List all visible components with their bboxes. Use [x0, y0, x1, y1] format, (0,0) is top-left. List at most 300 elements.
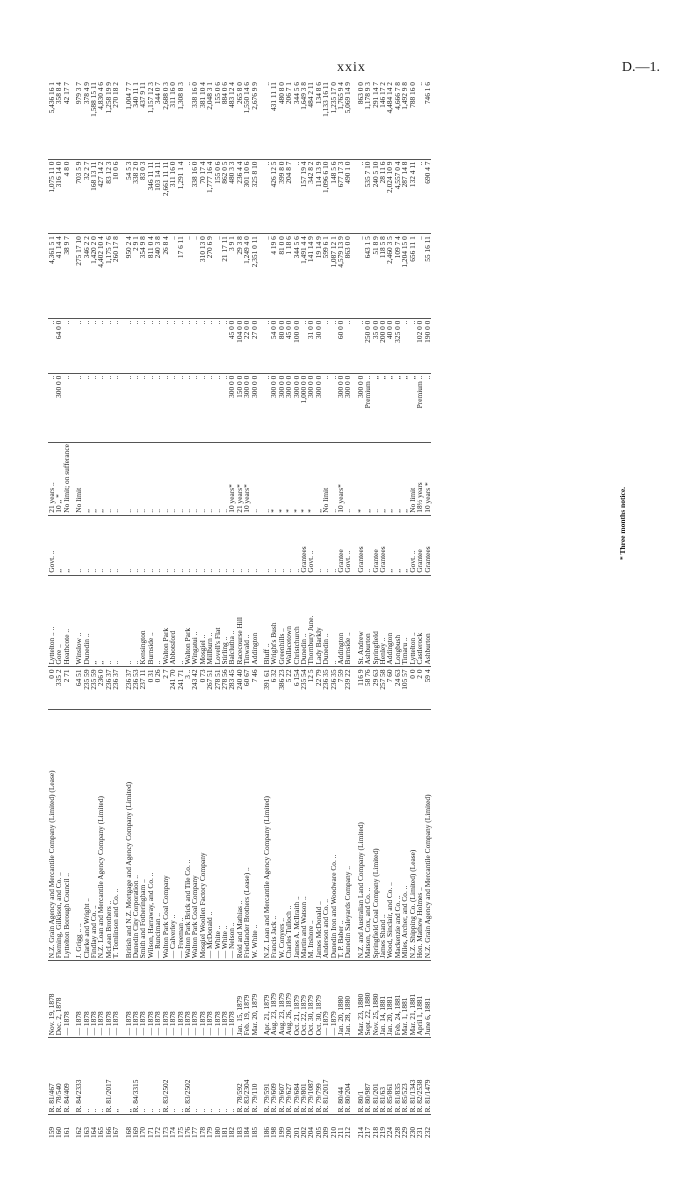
term-cell: *	[357, 443, 364, 515]
lessee-name-cell: Martin and Watson ..	[300, 710, 307, 961]
area-cell: 24 63	[394, 667, 401, 710]
document-reference: D.—1.	[621, 60, 660, 75]
entry-number-cell: 200	[284, 1126, 294, 1138]
term-cell: ..	[330, 443, 337, 515]
total-cell: 788 16 0	[409, 80, 416, 159]
authority-cell: Grantee	[337, 515, 344, 575]
entry-number-cell: 160	[54, 1126, 64, 1138]
lessee-name-cell: N.Z. Shipping Co. (Limited) (Lease)	[409, 710, 416, 961]
locality-cell: Henley ..	[379, 575, 386, 667]
rent-cell: 300 0 0	[270, 373, 277, 443]
lessee-name-cell: James Shand ..	[379, 710, 386, 961]
expenditure-two-cell: 535 7 10	[364, 159, 371, 234]
term-cell: ..	[154, 443, 161, 515]
rent-cell: ,,	[379, 373, 386, 443]
authority-cell: ..	[147, 515, 154, 575]
date-cell: — 1878	[139, 961, 146, 1038]
amount-cell: ..	[191, 318, 198, 373]
rent-cell: ..	[105, 373, 112, 443]
file-reference-cell: R. 81/63	[379, 1038, 386, 1115]
expenditure-one-cell: 275 17 10	[75, 234, 82, 318]
date-cell: — 1878	[147, 961, 154, 1038]
expenditure-one-cell: 41 14 4	[55, 234, 62, 318]
area-cell: 7 60	[386, 667, 393, 710]
lessee-name-cell: — Calverley ..	[169, 710, 176, 961]
file-reference-cell: R. 85/523	[401, 1038, 408, 1115]
date-cell: Jan. 20, 1881	[386, 961, 393, 1038]
term-cell: ,,	[315, 443, 322, 515]
date-cell: Oct. 30, 1879	[315, 961, 322, 1038]
amount-cell: ..	[263, 318, 270, 373]
expenditure-one-cell: ..	[214, 234, 221, 318]
amount-cell: ..	[97, 318, 104, 373]
authority-cell: ..	[221, 515, 228, 575]
rent-cell: ..	[75, 373, 82, 443]
entry-number-cell: 167	[111, 1126, 121, 1138]
locality-cell: Thornbury June.	[307, 575, 314, 667]
entry-number-cell: 186	[261, 1126, 271, 1138]
locality-cell: Lyttelton .. ..	[48, 575, 55, 667]
term-cell: *	[285, 443, 292, 515]
term-cell: No limit	[75, 443, 82, 515]
authority-cell: ..	[154, 515, 161, 575]
area-cell: 0 31	[147, 667, 154, 710]
rent-cell: 300 0 0	[357, 373, 364, 443]
total-cell: 2,688 0 3	[162, 80, 169, 159]
entry-number-cell: 199	[276, 1126, 286, 1138]
date-cell: Aug. 23, 1879	[270, 961, 277, 1038]
date-cell: Mar. 1, 1881	[401, 961, 408, 1038]
table-row	[112, 80, 119, 1140]
amount-cell: ..	[322, 318, 329, 373]
date-cell: Dec. 2, 1878	[55, 961, 62, 1038]
table-row	[344, 80, 351, 1140]
date-cell: Aug. 23, 1879	[278, 961, 285, 1038]
area-cell: 116 9	[357, 667, 364, 710]
term-cell: 21 years*	[236, 443, 243, 515]
rent-cell: ..	[83, 373, 90, 443]
file-reference-cell: R. 81/1479	[424, 1038, 431, 1115]
expenditure-two-cell: 342 8 2	[307, 159, 314, 234]
term-cell: ..	[344, 443, 351, 515]
locality-cell: Lyttelton ..	[409, 575, 416, 667]
term-cell: ..	[214, 443, 221, 515]
amount-cell: 45 0 0	[285, 318, 292, 373]
area-cell: 0 0	[48, 667, 55, 710]
area-cell: 236 53	[132, 667, 139, 710]
authority-cell: ..	[263, 515, 270, 575]
amount-cell: 80 0 0	[278, 318, 285, 373]
locality-cell: Lady Barkly	[315, 575, 322, 667]
lessee-name-cell: Fleming, Gilkison, and Co. ..	[55, 710, 62, 961]
lessee-name-cell: — Runciman ..	[154, 710, 161, 961]
locality-cell: ..	[177, 575, 184, 667]
rotated-table-container	[48, 80, 648, 1140]
amount-cell: 200 0 0	[379, 318, 386, 373]
total-cell: 344 0 7	[154, 80, 161, 159]
authority-cell: ,,	[63, 515, 70, 575]
authority-cell: Grantees	[424, 515, 431, 575]
term-cell: *	[300, 443, 307, 515]
total-cell: 1,550 14 6	[243, 80, 250, 159]
lessee-name-cell: Springfield Coal Company (Limited)	[372, 710, 379, 961]
expenditure-one-cell: 26 8 4	[162, 234, 169, 318]
area-cell: 278 51	[214, 667, 221, 710]
entry-number-cell: 212	[343, 1126, 353, 1138]
expenditure-one-cell: 1,420 2 0	[90, 234, 97, 318]
amount-cell: ..	[83, 318, 90, 373]
page-number: xxix	[337, 60, 366, 75]
rent-cell: 300 0 0	[344, 373, 351, 443]
table-row	[251, 80, 258, 1140]
expenditure-two-cell: 2,024 10 9	[386, 159, 393, 234]
expenditure-one-cell: 354 9 8	[139, 234, 146, 318]
amount-cell: ..	[177, 318, 184, 373]
expenditure-two-cell: 338 16 0	[191, 159, 198, 234]
expenditure-two-cell: 346 11 11	[147, 159, 154, 234]
total-cell: 1,178 9 3	[364, 80, 371, 159]
authority-cell: ..	[228, 515, 235, 575]
date-cell: — 1878	[214, 961, 221, 1038]
locality-cell: St. Andrew	[357, 575, 364, 667]
authority-cell: ..	[285, 515, 292, 575]
rent-cell: ..	[154, 373, 161, 443]
expenditure-one-cell: 4,402 10 4	[97, 234, 104, 318]
locality-cell: Gore ..	[55, 575, 62, 667]
expenditure-two-cell: 690 4 7	[424, 159, 431, 234]
table-row	[424, 80, 431, 1140]
date-cell: Sept. 22, 1880	[364, 961, 371, 1038]
amount-cell: ..	[300, 318, 307, 373]
file-reference-cell: ..	[199, 1038, 206, 1115]
lessee-name-cell: Dunedin City Corporation ..	[132, 710, 139, 961]
amount-cell: ..	[357, 318, 364, 373]
entry-number-cell: 229	[400, 1126, 410, 1138]
term-cell: ,,	[90, 443, 97, 515]
area-cell: 335 2	[55, 667, 62, 710]
lessee-name-cell: Matson, Cox, and Co. ..	[364, 710, 371, 961]
file-reference-cell: ,,	[125, 1038, 132, 1115]
locality-cell: Springfield	[372, 575, 379, 667]
locality-cell: Racecourse Hill	[236, 575, 243, 667]
rent-cell: Premium ..	[364, 373, 371, 443]
term-cell: ..	[199, 443, 206, 515]
area-cell: 105 57	[401, 667, 408, 710]
area-cell: 12 5	[307, 667, 314, 710]
date-cell: Jan. 14, 1881	[379, 961, 386, 1038]
expenditure-one-cell: 19 14 9	[315, 234, 322, 318]
expenditure-one-cell: 260 17 8	[112, 234, 119, 318]
total-cell: 1,588 15 11	[90, 80, 97, 159]
area-cell: 0 0	[409, 667, 416, 710]
lessee-name-cell: — Nelson ..	[228, 710, 235, 961]
term-cell: ..	[112, 443, 119, 515]
amount-cell: 54 0 0	[270, 318, 277, 373]
entry-number-cell: 174	[168, 1126, 178, 1138]
lessee-name-cell: Miles, Archer, and Co. ..	[401, 710, 408, 961]
rent-cell: ..	[330, 373, 337, 443]
file-reference-cell: R. 81/2017	[322, 1038, 329, 1115]
file-reference-cell: R. 80/44	[337, 1038, 344, 1115]
area-cell: 235 59	[83, 667, 90, 710]
file-reference-cell: R. 81/1343	[409, 1038, 416, 1115]
total-cell: 2,048 3 1	[206, 80, 213, 159]
term-cell: ..	[139, 443, 146, 515]
date-cell: — 1878	[112, 961, 119, 1038]
entry-number-cell: 211	[336, 1127, 346, 1138]
total-cell: 155 0 6	[214, 80, 221, 159]
expenditure-one-cell: 109 7 4	[394, 234, 401, 318]
rent-cell: 300 0 0	[278, 373, 285, 443]
term-cell: ,,	[401, 443, 408, 515]
locality-cell: Winslow ..	[75, 575, 82, 667]
expenditure-one-cell: 346 2 2	[83, 234, 90, 318]
locality-cell: Millburn ..	[206, 575, 213, 667]
area-cell: 257 58	[379, 667, 386, 710]
file-reference-cell: R. 84/3315	[132, 1038, 139, 1115]
authority-cell: ..	[278, 515, 285, 575]
lessee-name-cell: W. Conyers ..	[278, 710, 285, 961]
date-cell: Jan. 28, 1880	[344, 961, 351, 1038]
lessee-name-cell: — Freeman ..	[177, 710, 184, 961]
file-reference-cell: R. 84/409	[63, 1038, 70, 1115]
expenditure-one-cell: 2 9 1	[132, 234, 139, 318]
authority-cell: ..	[75, 515, 82, 575]
expenditure-two-cell: 157 19 4	[300, 159, 307, 234]
locality-cell: ,,	[97, 575, 104, 667]
authority-cell: ..	[199, 515, 206, 575]
date-cell: — 1878	[228, 961, 235, 1038]
date-cell: Feb. 24, 1881	[394, 961, 401, 1038]
amount-cell: 22 0 0	[243, 318, 250, 373]
authority-cell: Grantees	[357, 515, 364, 575]
date-cell: — 1878	[63, 961, 70, 1038]
file-reference-cell: R. 79/684	[293, 1038, 300, 1115]
authority-cell: ..	[112, 515, 119, 575]
footnote: * Three months notice.	[618, 486, 627, 560]
date-cell: — 1878	[184, 961, 191, 1038]
authority-cell: ..	[243, 515, 250, 575]
file-reference-cell: ,,	[112, 1038, 119, 1115]
sidings-return-table	[48, 80, 431, 1140]
amount-cell: 104 0 0	[236, 318, 243, 373]
authority-cell: ,,	[386, 515, 393, 575]
expenditure-two-cell: 862 0 5	[221, 159, 228, 234]
rent-cell: ,,	[372, 373, 379, 443]
expenditure-two-cell: 114 13 9	[315, 159, 322, 234]
authority-cell: ..	[315, 515, 322, 575]
date-cell: Nov. 25, 1880	[372, 961, 379, 1038]
expenditure-one-cell: 118 5 8	[379, 234, 386, 318]
total-cell: 484 2 11	[307, 80, 314, 159]
rent-cell: 300 0 0	[293, 373, 300, 443]
term-cell: *	[293, 443, 300, 515]
rent-cell: ..	[199, 373, 206, 443]
term-cell: ,,	[364, 443, 371, 515]
date-cell: — 1879	[330, 961, 337, 1038]
expenditure-two-cell: 1,096 6 10	[322, 159, 329, 234]
total-cell: 134 8 6	[315, 80, 322, 159]
expenditure-two-cell: 155 0 6	[214, 159, 221, 234]
expenditure-two-cell: 83 12 3	[105, 159, 112, 234]
date-cell: — 1878	[90, 961, 97, 1038]
expenditure-one-cell: 1,175 7 6	[105, 234, 112, 318]
term-cell: ..	[169, 443, 176, 515]
rent-cell: ..	[169, 373, 176, 443]
total-cell: 2,676 9 9	[251, 80, 258, 159]
file-reference-cell: ..	[177, 1038, 184, 1115]
file-reference-cell: R. 83/2304	[243, 1038, 250, 1115]
expenditure-one-cell: 1,249 4 0	[243, 234, 250, 318]
area-cell: 283 45	[228, 667, 235, 710]
entry-number-cell: 169	[131, 1126, 141, 1138]
expenditure-two-cell: 148 5 6	[330, 159, 337, 234]
expenditure-two-cell: 83 0 3	[139, 159, 146, 234]
expenditure-two-cell: 399 8 0	[278, 159, 285, 234]
lessee-name-cell: Walton Park Brick and Tile Co. ..	[184, 710, 191, 961]
locality-cell: Dunedin ..	[83, 575, 90, 667]
lessee-name-cell: — White ..	[214, 710, 221, 961]
total-cell: 1,004 7 7	[125, 80, 132, 159]
expenditure-two-cell: 103 14 11	[154, 159, 161, 234]
entry-number-cell: 181	[219, 1126, 229, 1138]
term-cell: *	[270, 443, 277, 515]
amount-cell: 250 0 0	[364, 318, 371, 373]
area-cell: 6 32	[270, 667, 277, 710]
amount-cell: 60 0 0	[337, 318, 344, 373]
entry-number-cell: 209	[321, 1126, 331, 1138]
entry-number-cell: 204	[306, 1126, 316, 1138]
area-cell: 2 71	[63, 667, 70, 710]
expenditure-two-cell: 10 0 6	[112, 159, 119, 234]
file-reference-cell: R. 81/201	[372, 1038, 379, 1115]
total-cell: ..	[263, 80, 270, 159]
amount-cell: 190 0 0	[424, 318, 431, 373]
expenditure-two-cell: ..	[416, 159, 423, 234]
total-cell: 4,666 7 8	[394, 80, 401, 159]
area-cell: 3 ..	[184, 667, 191, 710]
expenditure-one-cell: ..	[191, 234, 198, 318]
entry-number-cell: 218	[370, 1126, 380, 1138]
rent-cell: ,,	[409, 373, 416, 443]
expenditure-two-cell: 54 5 3	[125, 159, 132, 234]
locality-cell: ..	[132, 575, 139, 667]
entry-number-cell: 161	[61, 1126, 71, 1138]
date-cell: Oct. 22, 1879	[300, 961, 307, 1038]
total-cell: 270 18 2	[112, 80, 119, 159]
locality-cell: ,,	[90, 575, 97, 667]
date-cell: — 1878	[132, 961, 139, 1038]
lessee-name-cell: Friedlander Brothers (Lease) ..	[243, 710, 250, 961]
expenditure-two-cell: 316 14 0	[55, 159, 62, 234]
lessee-name-cell: Wilson, Harraway, and Co. ..	[147, 710, 154, 961]
locality-cell: Bluff ..	[263, 575, 270, 667]
expenditure-two-cell: 204 8 7	[285, 159, 292, 234]
entry-number-cell: 162	[74, 1126, 84, 1138]
area-cell: 2 0	[416, 667, 423, 710]
rent-cell: ..	[132, 373, 139, 443]
authority-cell: ..	[139, 515, 146, 575]
term-cell: ..	[177, 443, 184, 515]
area-cell: 237 11	[139, 667, 146, 710]
file-reference-cell: ..	[221, 1038, 228, 1115]
entry-number-cell: 172	[153, 1126, 163, 1138]
expenditure-two-cell: 1,075 11 0	[48, 159, 55, 234]
date-cell: April 1, 1881	[416, 961, 423, 1038]
expenditure-one-cell: ..	[184, 234, 191, 318]
file-reference-cell: ..	[139, 1038, 146, 1115]
locality-cell: Heathcote ..	[63, 575, 70, 667]
total-cell: 311 16 0	[169, 80, 176, 159]
expenditure-two-cell: 703 5 9	[75, 159, 82, 234]
area-cell: 236 37	[105, 667, 112, 710]
area-cell: 267 51	[206, 667, 213, 710]
total-cell: 979 3 7	[75, 80, 82, 159]
area-cell: 6 154	[293, 667, 300, 710]
total-cell: 146 17 2	[379, 80, 386, 159]
locality-cell: ..	[330, 575, 337, 667]
entry-number-cell: 173	[160, 1126, 170, 1138]
entry-number-cell: 176	[182, 1126, 192, 1138]
total-cell: 483 12 4	[228, 80, 235, 159]
rent-cell: 300 0 0	[251, 373, 258, 443]
file-reference-cell: ..	[169, 1038, 176, 1115]
locality-cell: Addington	[337, 575, 344, 667]
amount-cell: ..	[63, 318, 70, 373]
total-cell: 5,069 14 9	[344, 80, 351, 159]
rent-cell: Premium ..	[416, 373, 423, 443]
total-cell: 431 11 11	[270, 80, 277, 159]
locality-cell: Walton Park	[184, 575, 191, 667]
authority-cell: ..	[125, 515, 132, 575]
amount-cell: 31 0 0	[307, 318, 314, 373]
file-reference-cell: R. 78/540	[55, 1038, 62, 1115]
entry-number-cell: 177	[190, 1126, 200, 1138]
amount-cell: ..	[112, 318, 119, 373]
expenditure-two-cell: 287 14 8	[401, 159, 408, 234]
rent-cell: 300 0 0	[337, 373, 344, 443]
expenditure-two-cell: 677 17 3	[337, 159, 344, 234]
amount-cell: ..	[206, 318, 213, 373]
entry-number-cell: 184	[242, 1126, 252, 1138]
expenditure-one-cell: 2,351 0 11	[251, 234, 258, 318]
lessee-name-cell: Francis Jack ..	[270, 710, 277, 961]
expenditure-one-cell: 51 8 9	[372, 234, 379, 318]
lessee-name-cell: N.Z. Grain Agency and Mercantile Company (Limited)	[424, 710, 431, 961]
authority-cell: Grantees	[300, 515, 307, 575]
total-cell: 291 14 7	[372, 80, 379, 159]
locality-cell: Kensington	[139, 575, 146, 667]
locality-cell: Greenhills ..	[278, 575, 285, 667]
entry-number-cell: 164	[89, 1126, 99, 1138]
term-cell: 10 years*	[337, 443, 344, 515]
expenditure-two-cell: 325 8 10	[251, 159, 258, 234]
locality-cell: Abbotsford	[169, 575, 176, 667]
area-cell: 236 37	[125, 667, 132, 710]
authority-cell: ..	[105, 515, 112, 575]
expenditure-one-cell: 21 17 11	[221, 234, 228, 318]
expenditure-one-cell: 344 5 6	[293, 234, 300, 318]
authority-cell: ..	[97, 515, 104, 575]
area-cell: 59 4	[424, 667, 431, 710]
term-cell: ,,	[83, 443, 90, 515]
term-cell: 10 years *	[424, 443, 431, 515]
entry-number-cell: 168	[123, 1126, 133, 1138]
lessee-name-cell: M. Inshore ..	[307, 710, 314, 961]
file-reference-cell: R. 79/110	[251, 1038, 258, 1115]
area-cell: 58 76	[364, 667, 371, 710]
rent-cell: ..	[263, 373, 270, 443]
